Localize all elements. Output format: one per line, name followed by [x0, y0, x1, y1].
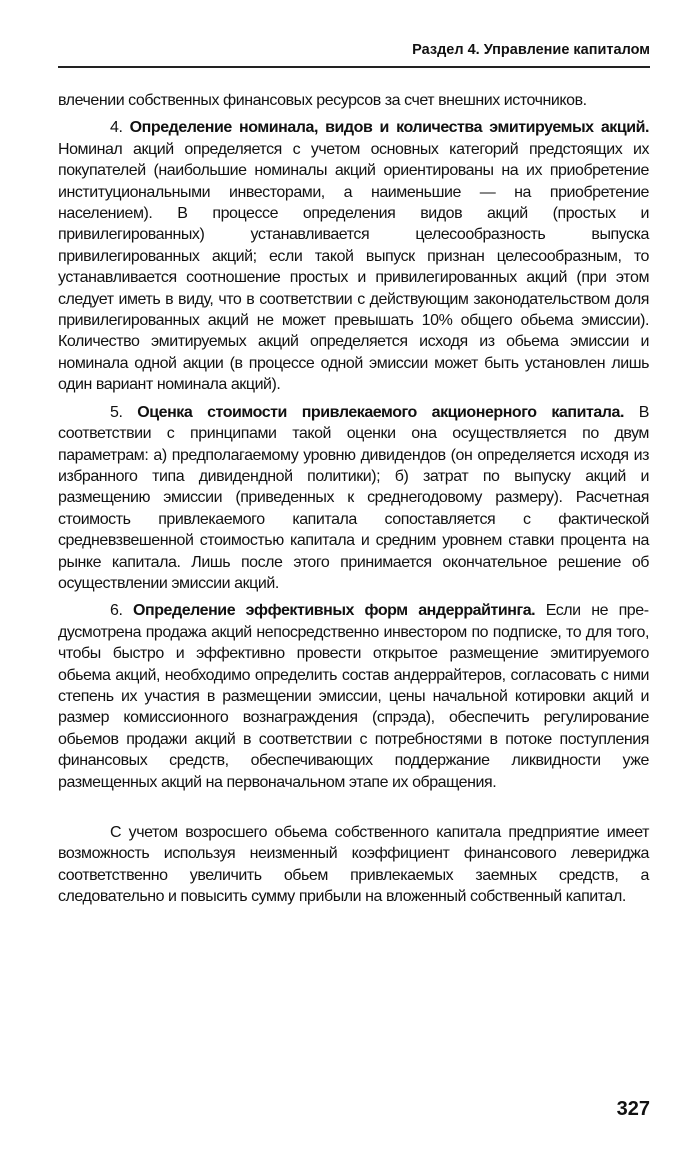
item-5-paragraph — [58, 402, 649, 595]
item-4-heading: Определение номинала, видов и количества эмитируемых акций. — [129, 119, 649, 137]
running-header — [58, 40, 650, 68]
item-5-heading: Оценка стоимости привлекаемого акционерного капитала. — [137, 403, 624, 421]
item-4-number: 4. — [110, 119, 123, 137]
item-4-paragraph — [58, 117, 649, 395]
item-5-text: В соответствии с принципами такой оценки она осуществляется по двум параметрам: а) предполагаемому уровню дивидендов (он определяется исходя из избранного типа дивидендной политики); б) затрат по выпуску акций и размещению эмиссии (приведенных к среднегодовому размеру). Расчетная стоимость привлекаемого капитала сопоставляется с фактической средневзвешенной стоимостью капитала и средним уровнем ставки процента на рынке капитала. Лишь после этого принимается окончательное решение об осуществлении эмиссии акций. — [58, 403, 649, 592]
item-4-text: Номинал акций определяется с учетом основных категорий предстоящих их покупателей (наибольшие номиналы акций ориентированы на их приобретение институциональными инвесторами, а наименьшие — на приобретение населением). В процессе определения видов акций (простых и привилегированных) устанавливается целесообразность выпуска привилегированных акций; если такой выпуск признан целесообразным, то устанавливается соотношение простых и привилегированных акций (при этом следует иметь в виду, что в соответствии с действующим законодательством доля привилегированных акций не может превышать 10% общего обьема эмиссии). Количество эмитируемых акций определяется исходя из обьема эмиссии и номинала одной акции (в процессе одной эмиссии может быть установлен лишь один вариант номинала акций). — [58, 140, 649, 394]
page-number: 327 — [616, 1098, 650, 1120]
running-head — [412, 40, 650, 60]
item-6-number: 6. — [110, 602, 123, 620]
intro-paragraph: влечении собственных финансовых ресурсов за счет внешних источников. — [58, 92, 587, 109]
closing-paragraph: С учетом возросшего обьема собственного капитала предприятие имеет возможность используя неизменный коэффициент финансового левериджа соответственно увеличить обьем привлекаемых заемных средств, а следовательно и повысить сумму прибыли на вложенный собственный капитал. — [58, 824, 649, 906]
item-6-heading: Определение эффективных форм андеррайтинга. — [133, 602, 536, 620]
item-6-paragraph — [58, 600, 649, 793]
page-body — [58, 90, 649, 908]
item-6-text: Если не предусмотрена продажа акций непосредственно инвестором по подписке, то для того, чтобы быстро и эффективно провести открытое размещение эмитируемого обьема акций, необходимо определить состав андеррайтеров, согласовать с ними степень их участия в размещении эмиссии, цены начальной котировки акций и размер комиссионного вознаграждения (спрэда), обеспечить регулирование обьемов продажи акций в соответствии с потребностями в потоке поступления финансовых средств, обеспечивающих поддержание ликвидности уже размещенных акций на первоначальном этапе их обращения. — [58, 602, 650, 791]
section-title: Управление капиталом — [483, 42, 650, 58]
item-5-number: 5. — [110, 403, 123, 421]
section-label: Раздел 4. — [412, 42, 480, 58]
